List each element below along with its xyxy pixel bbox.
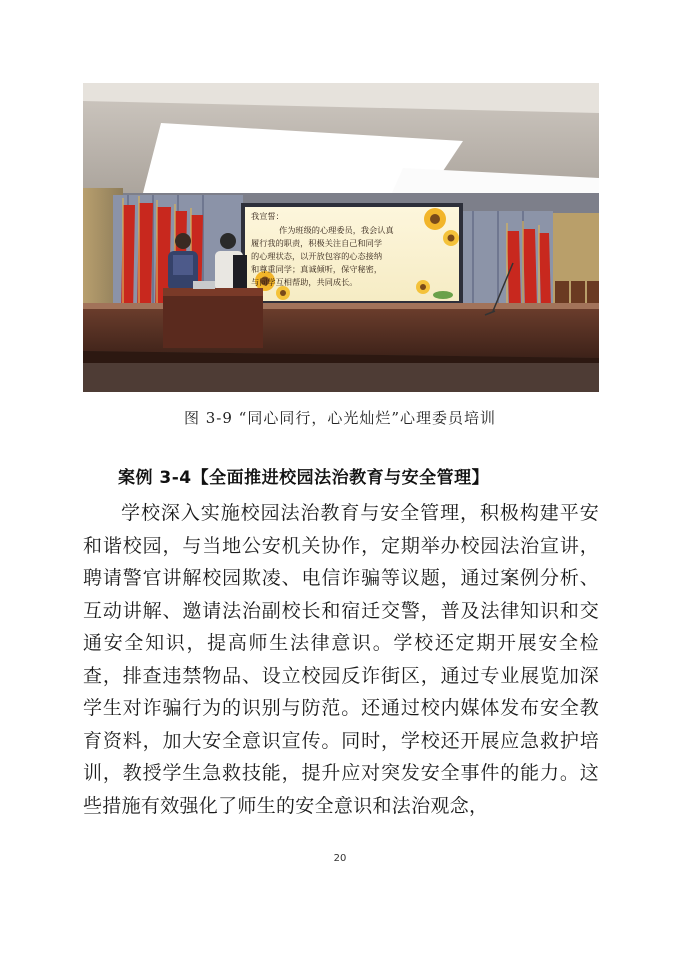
- screen-line: 履行我的职责，积极关注自己和同学: [251, 238, 383, 248]
- body-paragraph: 学校深入实施校园法治教育与安全管理，积极构建平安和谐校园，与当地公安机关协作，定期举办校园法治宣讲，聘请警官讲解校园欺凌、电信诈骗等议题，通过案例分析、互动讲解、邀请法治副校长和宿迁交警，普及法律知识和交通安全知识，提高师生法律意识。学校还定期开展安全检查，排查违禁物品、设立校园反诈街区，通过专业展览加深学生对诈骗行为的识别与防范。还通过校内媒体发布安全教育资料，加大安全意识宣传。同时，学校还开展应急救护培训，教授学生急救技能，提升应对突发安全事件的能力。这些措施有效强化了师生的安全意识和法治观念，: [83, 502, 599, 817]
- page-number: 20: [333, 853, 347, 864]
- case-title: 案例 3-4【全面推进校园法治教育与安全管理】: [118, 468, 490, 488]
- training-photo-illustration: [83, 83, 599, 392]
- screen-line: 的心理状态，以开放包容的心态接纳: [251, 251, 383, 261]
- podium: [163, 281, 263, 348]
- screen-line: 与同学互相帮助，共同成长。: [251, 277, 358, 287]
- figure-caption: 图 3-9 “同心同行，心光灿烂”心理委员培训: [183, 409, 497, 427]
- screen-line: 作为班级的心理委员，我会认真: [279, 225, 394, 235]
- screen-line: 和尊重同学；真诚倾听，保守秘密，: [251, 264, 383, 274]
- training-photo: [83, 83, 599, 392]
- screen-line: 我宣誓：: [251, 211, 284, 221]
